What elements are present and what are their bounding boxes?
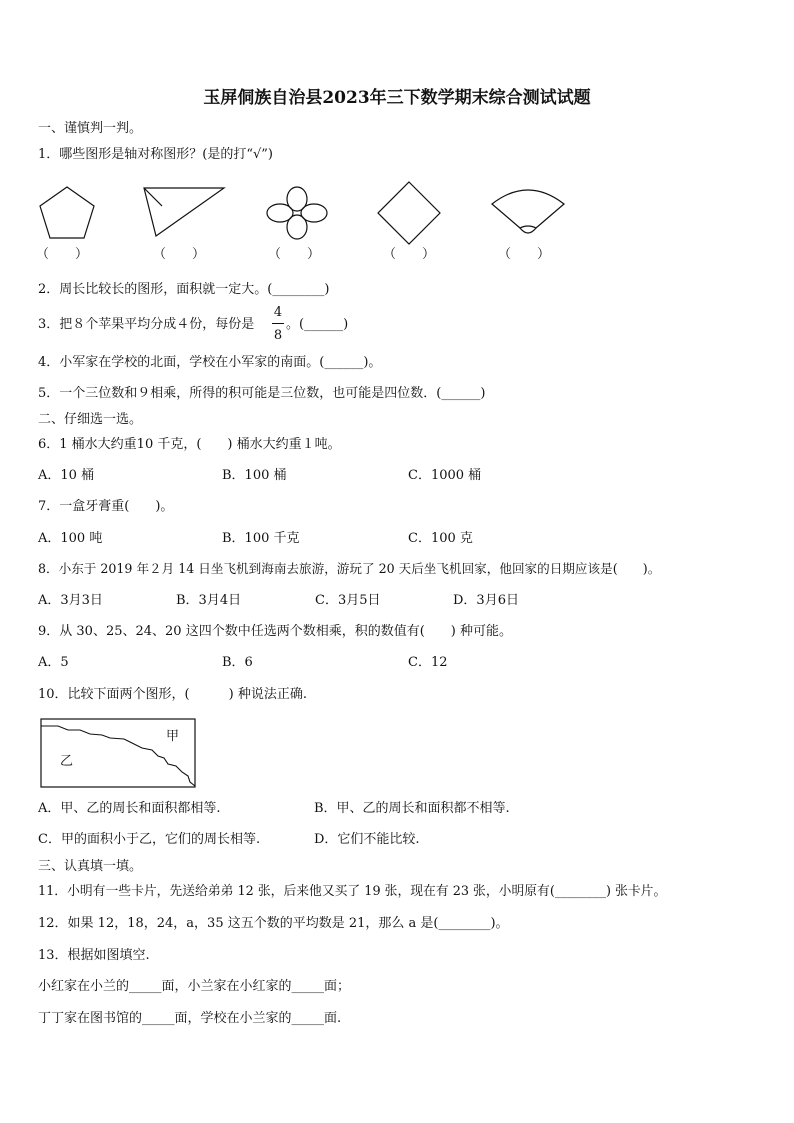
q9-option-b[interactable]: B．6 [222,655,253,670]
question-3 [38,318,254,331]
q10-option-d[interactable]: D．它们不能比较. [314,832,420,847]
page-title: 玉屏侗族自治县2023年三下数学期末综合测试试题 [203,88,591,108]
q7-option-c[interactable]: C．100 克 [408,531,473,546]
q7-option-a[interactable]: A．100 吨 [38,531,103,546]
q13-line-1: 小红家在小兰的_____面，小兰家在小红家的_____面； [38,979,351,994]
fan-shape [488,180,568,240]
q13-line-2: 丁丁家在图书馆的_____面，学校在小兰家的_____面. [38,1011,342,1026]
section-heading-1: 一、谨慎判一判。 [38,121,143,136]
question-1: 1．哪些图形是轴对称图形？(是的打“√”) [38,147,273,162]
fraction-numerator: 4 [273,305,283,320]
question-7: 7．一盒牙膏重( )。 [38,499,174,514]
q8-option-d[interactable]: D．3月6日 [453,593,519,608]
figure-label-yi: 乙 [60,754,74,769]
question-3-tail: 。(______) [286,317,349,332]
question-5: 5．一个三位数和９相乘，所得的积可能是三位数，也可能是四位数．(______) [38,386,486,401]
q10-option-b[interactable]: B．甲、乙的周长和面积都不相等. [314,801,510,816]
q6-option-c[interactable]: C．1000 桶 [408,468,482,483]
question-8: 8．小东于 2019 年２月 14 日坐飞机到海南去旅游，游玩了 20 天后坐飞机回家，他回家的日期应该是( )。 [38,561,661,576]
q7-option-b[interactable]: B．100 千克 [222,531,300,546]
q8-option-c[interactable]: C．3月5日 [315,593,381,608]
q1-answer-blank-3[interactable]: （ ） [268,247,321,262]
section-heading-3: 三、认真填一填。 [38,859,143,874]
question-11: 11．小明有一些卡片，先送给弟弟 12 张，后来他又买了 19 张，现在有 23 张，小明原有(________) 张卡片。 [38,884,667,899]
q1-answer-blank-4[interactable]: （ ） [383,247,436,262]
question-13: 13．根据如图填空. [38,948,150,963]
q6-option-a[interactable]: A．10 桶 [38,468,95,483]
q9-option-a[interactable]: A．5 [38,655,69,670]
q10-option-c[interactable]: C．甲的面积小于乙，它们的周长相等. [38,832,261,847]
question-2: 2．周长比较长的图形，面积就一定大。(________) [38,282,330,297]
q10-option-a[interactable]: A．甲、乙的周长和面积都相等. [38,801,221,816]
q9-option-c[interactable]: C．12 [408,655,448,670]
question-9: 9．从 30、25、24、20 这四个数中任选两个数相乘，积的数值有( ) 种可能。 [38,624,512,639]
fraction-denominator: 8 [273,328,283,343]
question-12: 12．如果 12，18，24，a，35 这五个数的平均数是 21，那么 a 是(________)。 [38,916,509,931]
question-6: 6．1 桶水大约重10 千克，( ) 桶水大约重１吨。 [38,437,341,452]
q8-option-a[interactable]: A．3月3日 [38,593,103,608]
fraction-bar [272,323,284,324]
figure-label-jia: 甲 [166,729,180,744]
diamond-shape [376,180,442,246]
question-4: 4．小军家在学校的北面，学校在小军家的南面。(______)。 [38,355,382,370]
flower-shape [265,186,329,240]
q1-answer-blank-1[interactable]: （ ） [36,247,89,262]
question-3-text: 3．把８个苹果平均分成４份，每份是 [38,317,255,332]
q1-answer-blank-5[interactable]: （ ） [498,247,551,262]
triangle-shape [132,184,228,240]
question-10: 10．比较下面两个图形，( ) 种说法正确. [38,687,307,702]
q8-option-b[interactable]: B．3月4日 [176,593,242,608]
q1-answer-blank-2[interactable]: （ ） [153,247,206,262]
q6-option-b[interactable]: B．100 桶 [222,468,287,483]
section-heading-2: 二、仔细选一选。 [38,412,143,427]
pentagon-shape [36,184,98,242]
